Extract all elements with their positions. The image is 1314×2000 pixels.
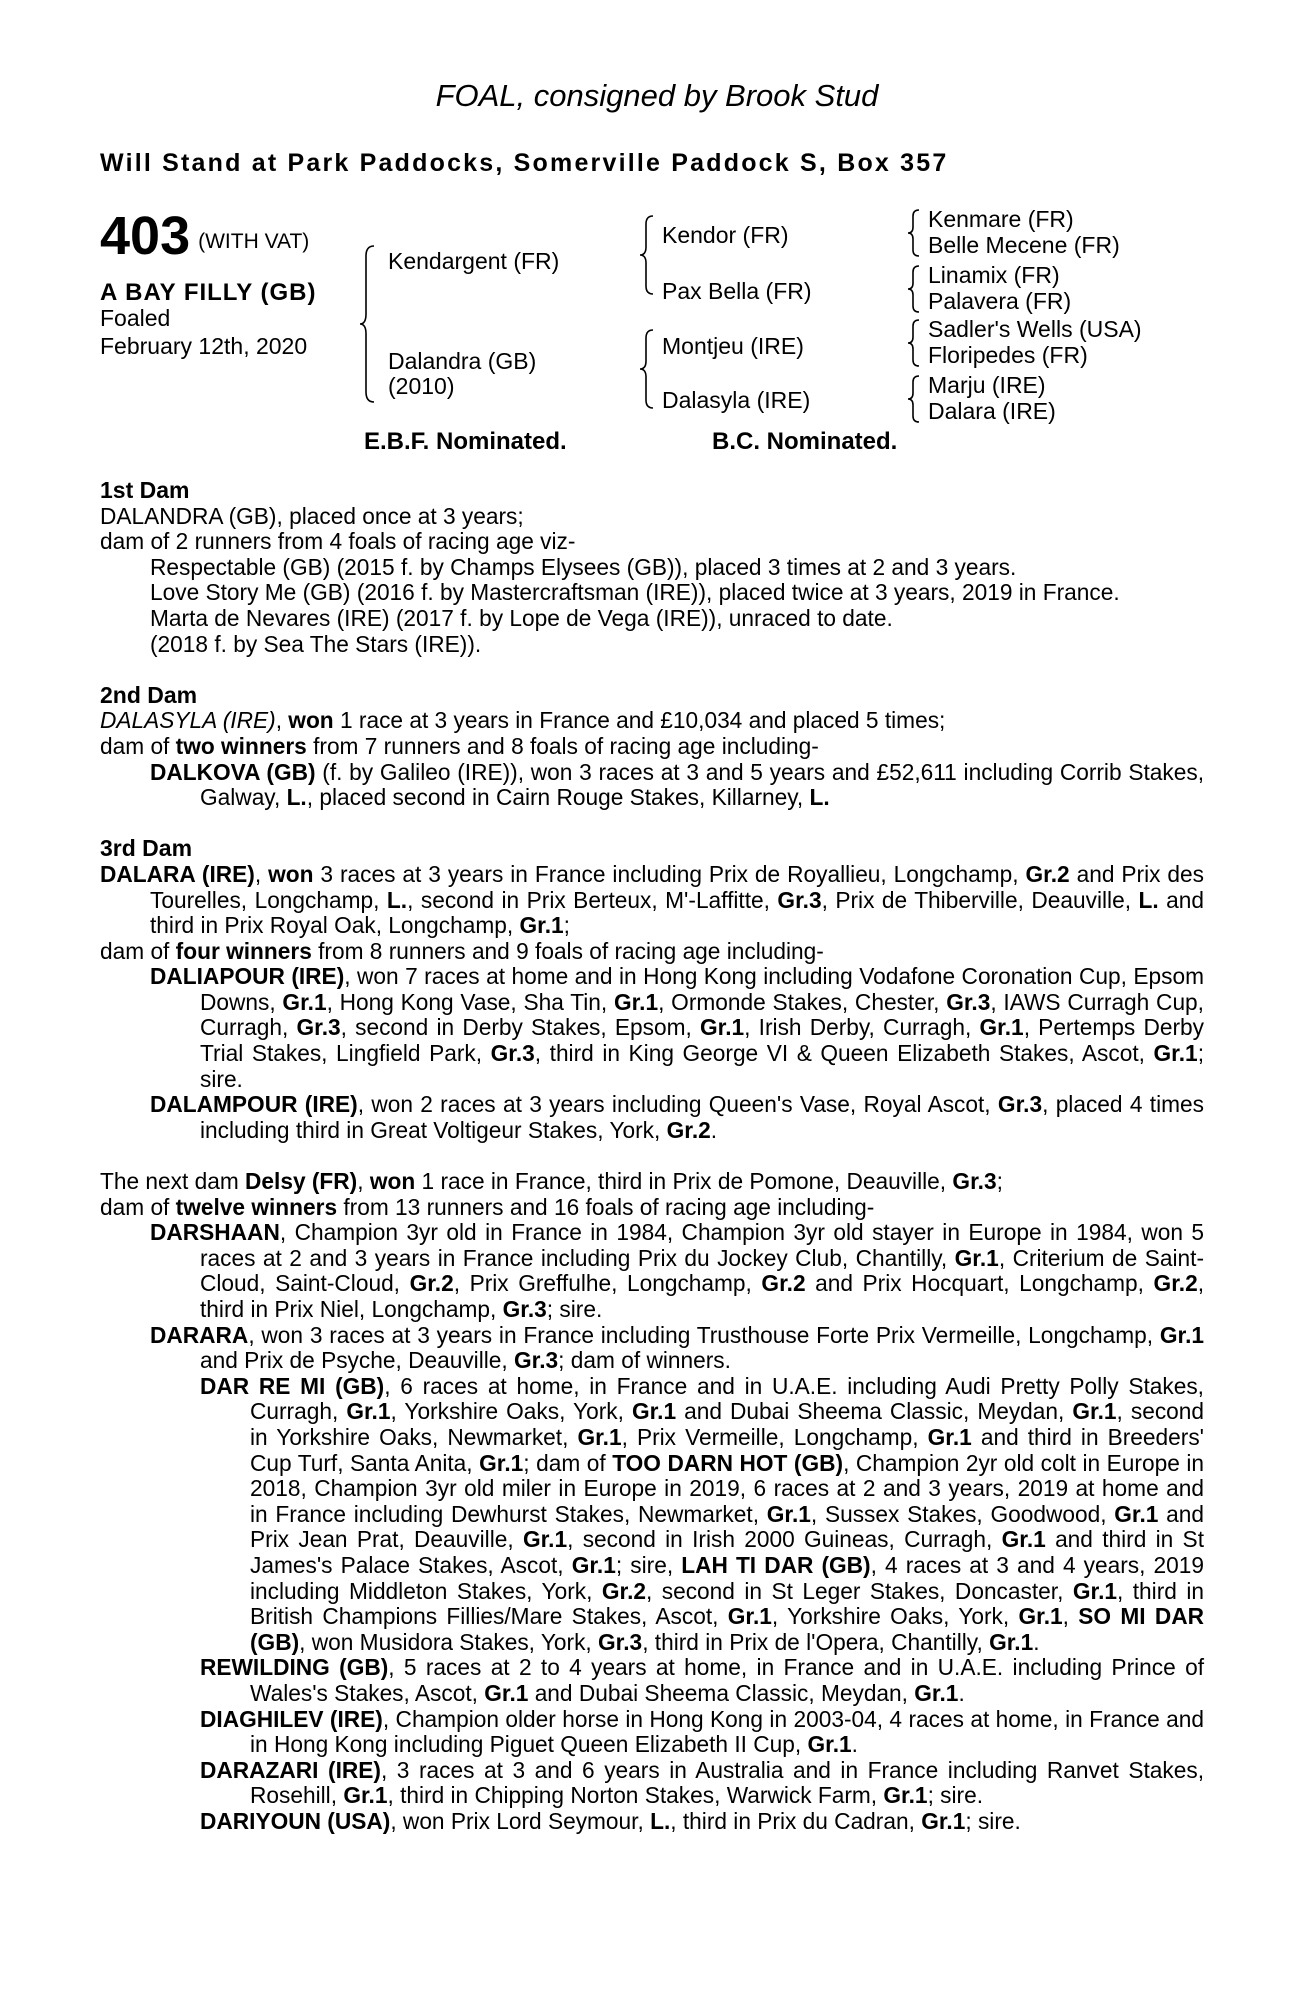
second-dam-line-2: dam of two winners from 7 runners and 8 foals of racing age including- <box>100 732 819 759</box>
third-dam-record: DALARA (IRE), won 3 races at 3 years in France including Prix de Royallieu, Longchamp, Gr.2 and Prix des Tourelles, Longchamp, L., second in Prix Berteux, M'-Laffitte, Gr.3, Prix de Thiberville, Deauville, L. and third in Prix Royal Oak, Longchamp, Gr.1; <box>100 860 1204 939</box>
sire-sire: Kendor (FR) <box>662 222 789 248</box>
first-dam-line-2: dam of 2 runners from 4 foals of racing age viz- <box>100 528 576 555</box>
catalogue-body <box>100 478 1204 1834</box>
pedigree-brace-3c <box>906 318 922 368</box>
darara-produce-dar-re-mi: DAR RE MI (GB), 6 races at home, in France and in U.A.E. including Audi Pretty Polly Stakes, Curragh, Gr.1, Yorkshire Oaks, York, Gr.1 and Dubai Sheema Classic, Meydan, Gr.1, second in Yorkshire Oaks, Newmarket, Gr.1, Prix Vermeille, Longchamp, Gr.1 and third in Breeders' Cup Turf, Santa Anita, Gr.1; dam of TOO DARN HOT (GB), Champion 2yr old colt in Europe in 2018, Champion 3yr old miler in Europe in 2019, 6 races at 2 and 3 years, 2019 at home and in France including Dewhurst Stakes, Newmarket, Gr.1, Sussex Stakes, Goodwood, Gr.1 and Prix Jean Prat, Deauville, Gr.1, second in Irish 2000 Guineas, Curragh, Gr.1 and third in St James's Palace Stakes, Ascot, Gr.1; sire, LAH TI DAR (GB), 4 races at 3 and 4 years, 2019 including Middleton Stakes, York, Gr.2, second in St Leger Stakes, Doncaster, Gr.1, third in British Champions Fillies/Mare Stakes, Ascot, Gr.1, Yorkshire Oaks, York, Gr.1, SO MI DAR (GB), won Musidora Stakes, York, Gr.3, third in Prix de l'Opera, Chantilly, Gr.1. <box>200 1372 1205 1655</box>
dam-dam: Dalasyla (IRE) <box>662 387 811 413</box>
ssd: Belle Mecene (FR) <box>928 232 1120 258</box>
dam: Dalandra (GB) <box>388 348 537 374</box>
darara-produce-dariyoun: DARIYOUN (USA), won Prix Lord Seymour, L., third in Prix du Cadran, Gr.1; sire. <box>200 1807 1021 1834</box>
foaled-label: Foaled <box>100 305 171 331</box>
first-dam-produce-1: Respectable (GB) (2015 f. by Champs Elysees (GB)), placed 3 times at 2 and 3 years. <box>150 553 1017 580</box>
darara-produce-rewilding: REWILDING (GB), 5 races at 2 to 4 years at home, in France and in U.A.E. including Prince of Wales's Stakes, Ascot, Gr.1 and Dubai Sheema Classic, Meydan, Gr.1. <box>200 1654 1204 1706</box>
stand-location: Will Stand at Park Paddocks, Somerville Paddock S, Box 357 <box>100 149 949 177</box>
next-dam-produce-intro: dam of twelve winners from 13 runners and 16 foals of racing age including- <box>100 1193 875 1220</box>
first-dam-heading: 1st Dam <box>100 477 190 503</box>
horse-name: A BAY FILLY (GB) <box>100 279 317 306</box>
bc-nominated: B.C. Nominated. <box>712 428 898 455</box>
pedigree-brace-2a <box>638 214 656 296</box>
sss: Kenmare (FR) <box>928 206 1074 232</box>
pedigree-brace-2b <box>638 328 656 410</box>
third-dam-produce-2: DALAMPOUR (IRE), won 2 races at 3 years including Queen's Vase, Royal Ascot, Gr.3, placed 4 times including third in Great Voltigeur Stakes, York, Gr.2. <box>150 1091 1204 1143</box>
lot-number: 403 <box>100 206 191 266</box>
second-dam-heading: 2nd Dam <box>100 681 198 708</box>
lot-block <box>100 208 309 278</box>
first-dam-produce-4: (2018 f. by Sea The Stars (IRE)). <box>150 630 482 657</box>
vat-note: (WITH VAT) <box>198 230 310 253</box>
dss: Sadler's Wells (USA) <box>928 316 1142 342</box>
pedigree-brace-3b <box>906 264 922 314</box>
pedigree-brace-1 <box>358 244 378 404</box>
first-dam-produce-2: Love Story Me (GB) (2016 f. by Mastercraftsman (IRE)), placed twice at 3 years, 2019 in France. <box>150 579 1120 606</box>
first-dam-line-1: DALANDRA (GB), placed once at 3 years; <box>100 502 524 529</box>
pedigree-brace-3a <box>906 208 922 258</box>
third-dam-heading: 3rd Dam <box>100 835 193 862</box>
sdd: Palavera (FR) <box>928 288 1072 314</box>
ddd: Dalara (IRE) <box>928 398 1056 424</box>
third-dam-produce-intro: dam of four winners from 8 runners and 9 foals of racing age including- <box>100 937 824 964</box>
dds: Marju (IRE) <box>928 372 1046 398</box>
sire-dam: Pax Bella (FR) <box>662 278 812 304</box>
next-dam-record: The next dam Delsy (FR), won 1 race in France, third in Prix de Pomone, Deauville, Gr.3; <box>100 1168 1003 1195</box>
dam-sire: Montjeu (IRE) <box>662 333 804 359</box>
consignment-line: FOAL, consigned by Brook Stud <box>435 78 879 113</box>
darara-produce-diaghilev: DIAGHILEV (IRE), Champion older horse in Hong Kong in 2003-04, 4 races at home, in France and in Hong Kong including Piguet Queen Elizabeth II Cup, Gr.1. <box>200 1705 1204 1758</box>
second-dam-produce-1: DALKOVA (GB) (f. by Galileo (IRE)), won 3 races at 3 and 5 years and £52,611 including Corrib Stakes, Galway, L., placed second in Cairn Rouge Stakes, Killarney, L. <box>150 758 1204 811</box>
next-dam-produce-darara: DARARA, won 3 races at 3 years in France including Trusthouse Forte Prix Vermeille, Longchamp, Gr.1 and Prix de Psyche, Deauville, Gr.3; dam of winners. <box>150 1321 1204 1374</box>
first-dam-produce-3: Marta de Nevares (IRE) (2017 f. by Lope de Vega (IRE)), unraced to date. <box>150 604 893 631</box>
dsd: Floripedes (FR) <box>928 342 1088 368</box>
dam-year: (2010) <box>388 373 455 399</box>
sds: Linamix (FR) <box>928 262 1060 288</box>
third-dam-produce-1: DALIAPOUR (IRE), won 7 races at home and in Hong Kong including Vodafone Coronation Cup, Epsom Downs, Gr.1, Hong Kong Vase, Sha Tin, Gr.1, Ormonde Stakes, Chester, Gr.3, IAWS Curragh Cup, Curragh, Gr.3, second in Derby Stakes, Epsom, Gr.1, Irish Derby, Curragh, Gr.1, Pertemps Derby Trial Stakes, Lingfield Park, Gr.3, third in King George VI & Queen Elizabeth Stakes, Ascot, Gr.1; sire. <box>150 963 1204 1092</box>
second-dam-line-1: DALASYLA (IRE), won 1 race at 3 years in France and £10,034 and placed 5 times; <box>100 707 946 734</box>
pedigree-brace-3d <box>906 374 922 424</box>
next-dam-produce-darshaan: DARSHAAN, Champion 3yr old in France in 1984, Champion 3yr old stayer in Europe in 1984, won 5 races at 2 and 3 years in France including Prix du Jockey Club, Chantilly, Gr.1, Criterium de Saint-Cloud, Saint-Cloud, Gr.2, Prix Greffulhe, Longchamp, Gr.2 and Prix Hocquart, Longchamp, Gr.2, third in Prix Niel, Longchamp, Gr.3; sire. <box>150 1219 1205 1322</box>
ebf-nominated: E.B.F. Nominated. <box>364 428 567 455</box>
sire: Kendargent (FR) <box>388 248 560 274</box>
darara-produce-darazari: DARAZARI (IRE), 3 races at 3 and 6 years in Australia and in France including Ranvet Stakes, Rosehill, Gr.1, third in Chipping Norton Stakes, Warwick Farm, Gr.1; sire. <box>200 1756 1204 1809</box>
foaled-date: February 12th, 2020 <box>100 333 308 359</box>
